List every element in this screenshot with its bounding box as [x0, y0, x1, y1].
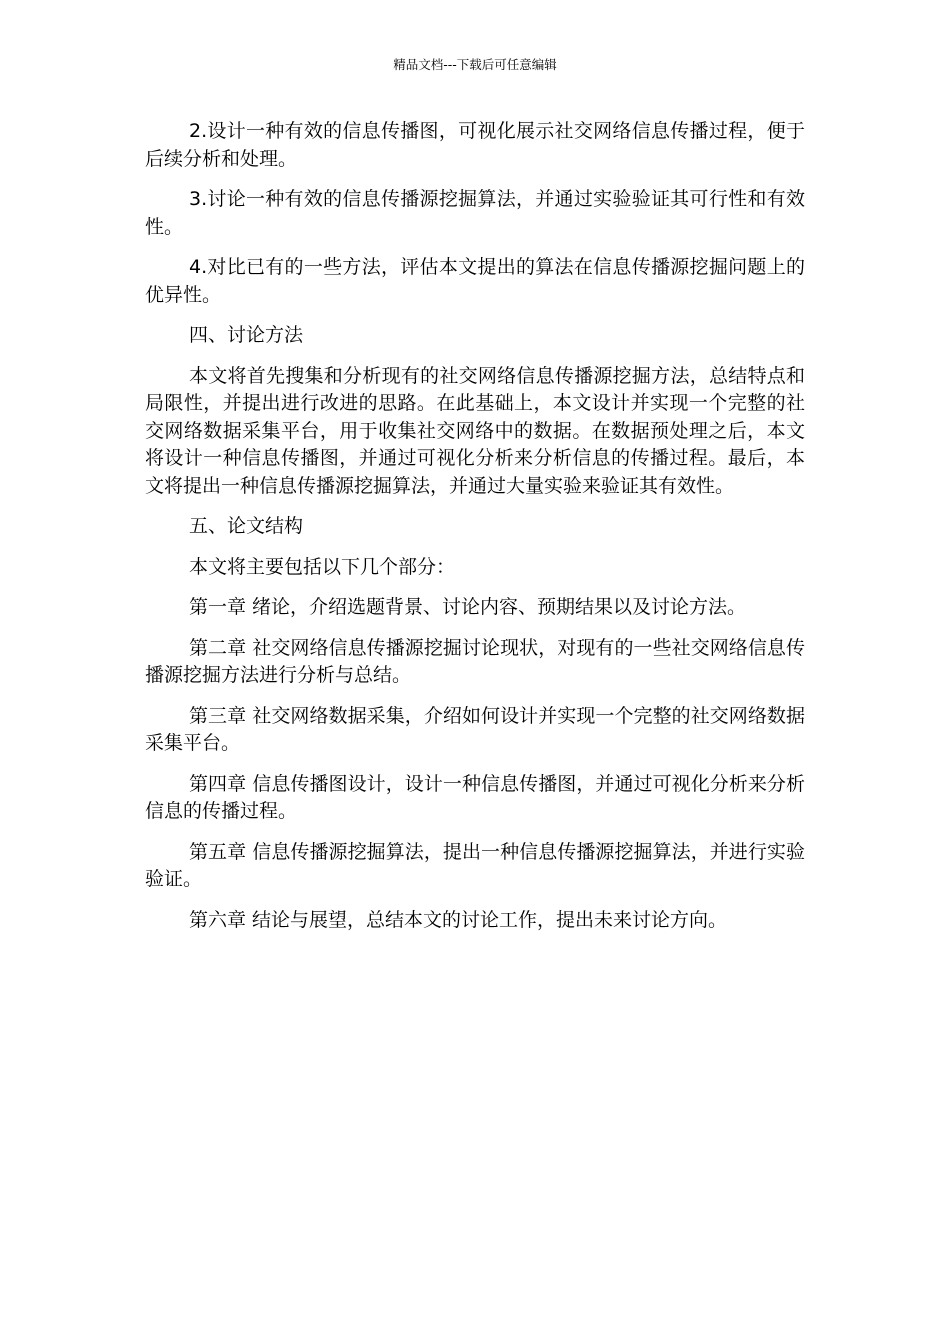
- document-body: [145, 118, 805, 947]
- section-heading-structure: 五、论文结构: [189, 515, 304, 537]
- objective-item-2: 2.设计一种有效的信息传播图，可视化展示社交网络信息传播过程，便于后续分析和处理。: [145, 120, 805, 170]
- chapter-4-item: 第四章 信息传播图设计，设计一种信息传播图，并通过可视化分析来分析信息的传播过程。: [145, 772, 805, 822]
- objective-item-3: 3.讨论一种有效的信息传播源挖掘算法，并通过实验验证其可行性和有效性。: [145, 188, 805, 238]
- chapter-5-item: 第五章 信息传播源挖掘算法，提出一种信息传播源挖掘算法，并进行实验验证。: [145, 840, 805, 890]
- methods-paragraph: 本文将首先搜集和分析现有的社交网络信息传播源挖掘方法，总结特点和局限性，并提出进行改进的思路。在此基础上，本文设计并实现一个完整的社交网络数据采集平台，用于收集社交网络中的数据。在数据预处理之后，本文将设计一种信息传播图，并通过可视化分析来分析信息的传播过程。最后，本文将提出一种信息传播源挖掘算法，并通过大量实验来验证其有效性。: [145, 364, 805, 497]
- chapter-6-item: 第六章 结论与展望，总结本文的讨论工作，提出未来讨论方向。: [189, 908, 728, 931]
- section-heading-methods: 四、讨论方法: [189, 324, 304, 346]
- chapter-2-item: 第二章 社交网络信息传播源挖掘讨论现状，对现有的一些社交网络信息传播源挖掘方法进行分析与总结。: [145, 636, 805, 686]
- page-header: 精品文档---下载后可任意编辑: [393, 57, 557, 72]
- chapter-3-item: 第三章 社交网络数据采集，介绍如何设计并实现一个完整的社交网络数据采集平台。: [145, 704, 805, 754]
- chapter-1-item: 第一章 绪论，介绍选题背景、讨论内容、预期结果以及讨论方法。: [189, 596, 747, 618]
- structure-intro: 本文将主要包括以下几个部分：: [189, 555, 456, 578]
- objective-item-4: 4.对比已有的一些方法，评估本文提出的算法在信息传播源挖掘问题上的优异性。: [145, 256, 805, 306]
